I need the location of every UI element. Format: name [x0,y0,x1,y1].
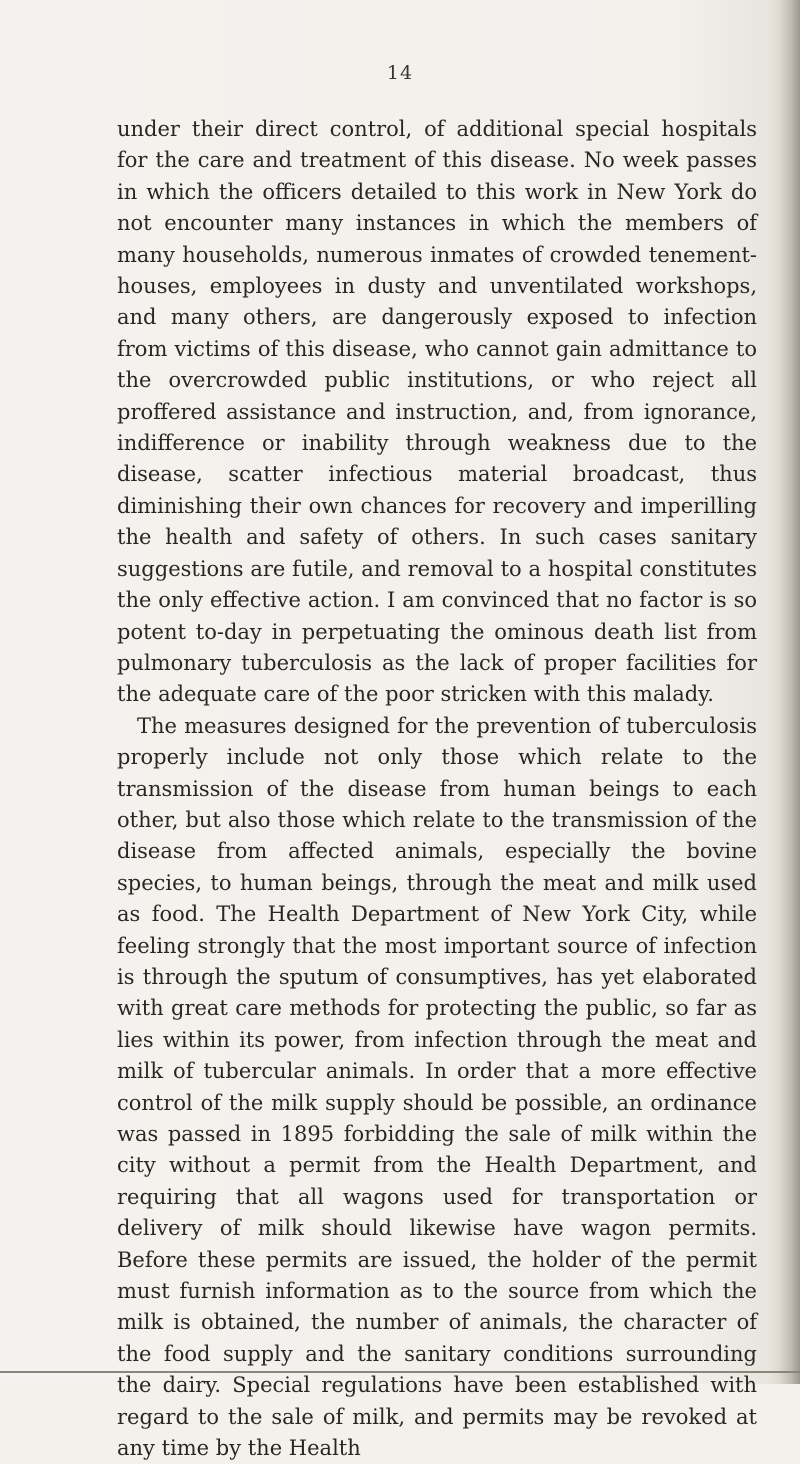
paragraph-2: The measures designed for the prevention of tuberculosis properly include not only those which relate to the transmission of the disease from human beings to each other, but also those which relate to the transmission of the disease from affected animals, especially the bovine species, to human beings, through the meat and milk used as food. The Health Department of New York City, while feeling strongly that the most important source of infection is through the sputum of consumptives, has yet elaborated with great care methods for protecting the public, so far as lies within its power, from infection through the meat and milk of tubercular animals. In order that a more effective control of the milk supply should be possible, an ordinance was passed in 1895 forbidding the sale of milk within the city without a permit from the Health Department, and requiring that all wagons used for transportation or delivery of milk should likewise have wagon permits. Before these permits are issued, the holder of the permit must furnish information as to the source from which the milk is obtained, the number of animals, the character of the food supply and the sanitary conditions surrounding the dairy. Special regulations have been established with regard to the sale of milk, and permits may be revoked at any time by the Health [117,713,757,1461]
bottom-rule [0,1371,800,1373]
page-edge-shadow [778,0,800,1384]
page-number: 14 [386,62,414,84]
paragraph-1: under their direct control, of additional special hospitals for the care and treatment of this disease. No week passes in which the officers detailed to this work in New York do not encounter many instances in which the members of many households, numerous inmates of crowded tenement-houses, employees in dusty and unventilated workshops, and many others, are dangerously exposed to infection from victims of this disease, who cannot gain admittance to the overcrowded public institutions, or who reject all proffered assistance and instruction, and, from ignorance, indifference or inability through weakness due to the disease, scatter infectious material broadcast, thus diminishing their own chances for recovery and imperilling the health and safety of others. In such cases sanitary suggestions are futile, and removal to a hospital constitutes the only effective action. I am convinced that no factor is so potent to-day in perpetuating the ominous death list from pulmonary tuberculosis as the lack of proper facilities for the adequate care of the poor stricken with this malady. [117,117,757,707]
body-text [117,114,757,1464]
